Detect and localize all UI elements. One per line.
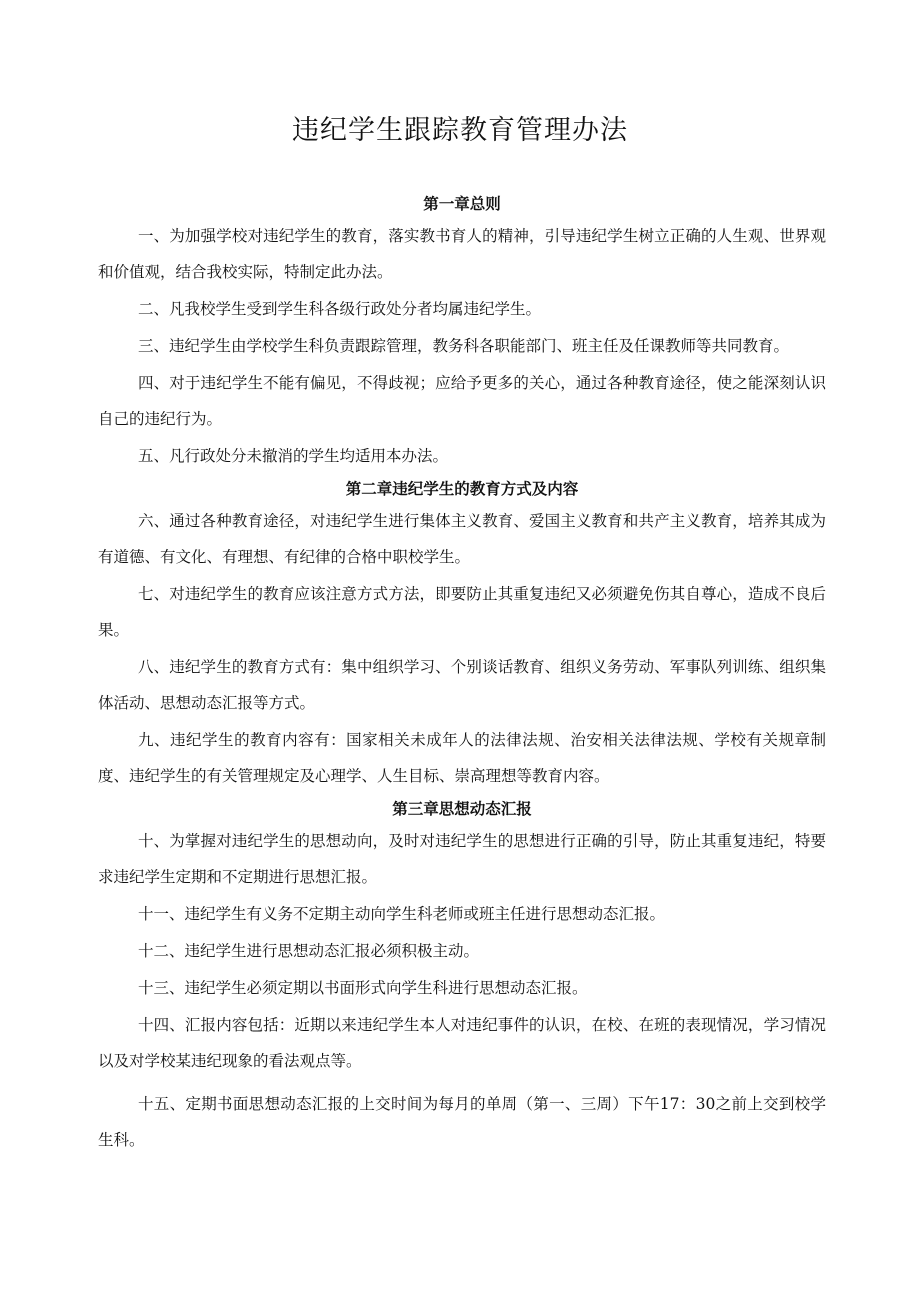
article-paragraph: 四、对于违纪学生不能有偏见，不得歧视；应给予更多的关心，通过各种教育途径，使之能深刻认识自己的违纪行为。 [98,374,826,428]
chapter-2 [98,475,826,794]
article-paragraph: 八、违纪学生的教育方式有：集中组织学习、个别谈话教育、组织义务劳动、军事队列训练、组织集体活动、思想动态汇报等方式。 [98,658,826,712]
article-paragraph: 十二、违纪学生进行思想动态汇报必须积极主动。 [138,942,480,960]
article-paragraph: 二、凡我校学生受到学生科各级行政处分者均属违纪学生。 [138,300,542,318]
article-paragraph: 十三、违纪学生必须定期以书面形式向学生科进行思想动态汇报。 [138,979,588,997]
article-paragraph: 十、为掌握对违纪学生的思想动向，及时对违纪学生的思想进行正确的引导，防止其重复违纪，特要求违纪学生定期和不定期进行思想汇报。 [98,832,826,886]
article-paragraph: 十一、违纪学生有义务不定期主动向学生科老师或班主任进行思想动态汇报。 [138,905,666,923]
article-paragraph: 九、违纪学生的教育内容有：国家相关未成年人的法律法规、治安相关法律法规、学校有关规章制度、违纪学生的有关管理规定及心理学、人生目标、崇高理想等教育内容。 [98,731,826,785]
chapter-heading: 第一章总则 [423,195,501,213]
article-paragraph: 六、通过各种教育途径，对违纪学生进行集体主义教育、爱国主义教育和共产主义教育，培养其成为有道德、有文化、有理想、有纪律的合格中职校学生。 [98,512,826,566]
chapter-1 [98,190,826,474]
article-paragraph: 三、违纪学生由学校学生科负责跟踪管理，教务科各职能部门、班主任及任课教师等共同教育。 [138,337,790,355]
article-paragraph: 一、为加强学校对违纪学生的教育，落实教书育人的精神，引导违纪学生树立正确的人生观、世界观和价值观，结合我校实际，特制定此办法。 [98,227,826,281]
article-paragraph: 五、凡行政处分未撤消的学生均适用本办法。 [138,447,449,465]
article-paragraph: 十五、定期书面思想动态汇报的上交时间为每月的单周（第一、三周）下午17：30之前上交到校学生科。 [98,1095,826,1149]
document-body [98,190,826,1159]
chapter-heading: 第二章违纪学生的教育方式及内容 [345,480,579,498]
article-paragraph: 十四、汇报内容包括：近期以来违纪学生本人对违纪事件的认识，在校、在班的表现情况，学习情况以及对学校某违纪现象的看法观点等。 [98,1016,826,1070]
article-paragraph: 七、对违纪学生的教育应该注意方式方法，即要防止其重复违纪又必须避免伤其自尊心，造成不良后果。 [98,585,826,639]
chapter-3 [98,795,826,1158]
document-title: 违纪学生跟踪教育管理办法 [292,115,628,146]
chapter-heading: 第三章思想动态汇报 [392,800,532,818]
